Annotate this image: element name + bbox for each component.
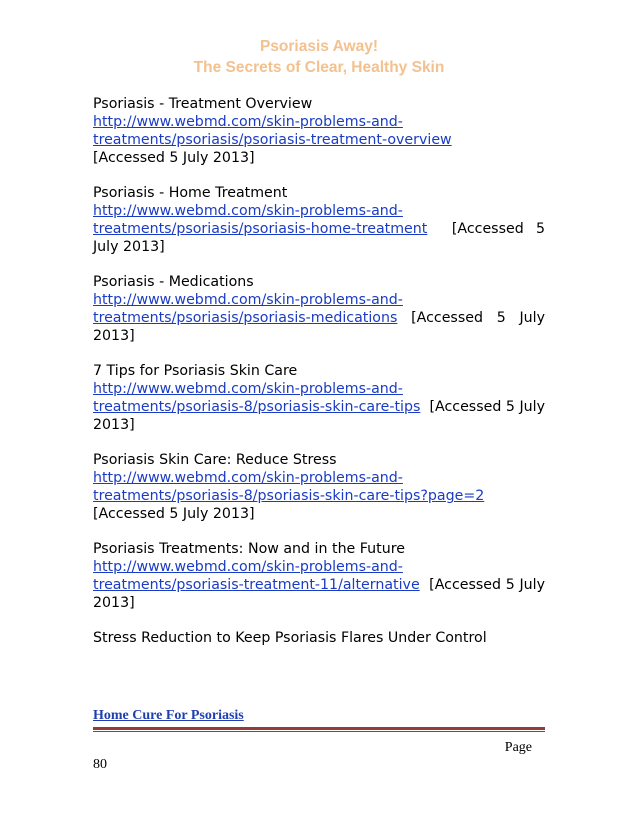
reference-link[interactable] xyxy=(93,559,420,593)
reference-title: Stress Reduction to Keep Psoriasis Flares Under Control xyxy=(93,630,487,646)
reference-title: Psoriasis - Medications xyxy=(93,274,254,290)
reference-url-part2: treatments/psoriasis/psoriasis-home-treatment xyxy=(93,221,428,237)
reference-url-part2: treatments/psoriasis-8/psoriasis-skin-care-tips?page=2 xyxy=(93,488,485,504)
reference-link-block xyxy=(93,380,545,434)
reference-link-block xyxy=(93,202,545,256)
reference-accessed: [Accessed 5 July 2013] xyxy=(93,310,545,344)
reference-link[interactable] xyxy=(93,292,403,326)
header-title: Psoriasis Away! xyxy=(259,38,379,55)
reference-accessed: [Accessed 5 July 2013] xyxy=(93,150,255,166)
reference-accessed: [Accessed 5 July 2013] xyxy=(93,506,255,522)
reference-item xyxy=(93,273,545,345)
reference-item xyxy=(93,451,545,523)
reference-item xyxy=(93,184,545,256)
reference-url-part1: http://www.webmd.com/skin-problems-and- xyxy=(93,203,403,219)
reference-url-part1: http://www.webmd.com/skin-problems-and- xyxy=(93,559,403,575)
reference-link-block xyxy=(93,113,545,167)
footer-rule-thin xyxy=(93,731,545,732)
reference-item xyxy=(93,95,545,167)
reference-link-block xyxy=(93,558,545,612)
reference-title: Psoriasis - Treatment Overview xyxy=(93,96,313,112)
reference-link-block xyxy=(93,291,545,345)
footer-title-link[interactable]: Home Cure For Psoriasis xyxy=(93,708,244,723)
footer-rule-thick xyxy=(93,727,545,730)
header-subtitle: The Secrets of Clear, Healthy Skin xyxy=(193,59,445,76)
reference-accessed: [Accessed 5 July 2013] xyxy=(93,577,545,611)
reference-url-part1: http://www.webmd.com/skin-problems-and- xyxy=(93,381,403,397)
reference-link-block xyxy=(93,469,545,523)
reference-url-part2: treatments/psoriasis/psoriasis-medications xyxy=(93,310,398,326)
reference-link[interactable] xyxy=(93,114,452,148)
reference-title: Psoriasis Skin Care: Reduce Stress xyxy=(93,452,337,468)
reference-url-part1: http://www.webmd.com/skin-problems-and- xyxy=(93,292,403,308)
reference-link[interactable] xyxy=(93,203,427,237)
reference-link[interactable] xyxy=(93,381,420,415)
reference-url-part1: http://www.webmd.com/skin-problems-and- xyxy=(93,470,403,486)
page-number: 80 xyxy=(93,757,107,772)
reference-url-part2: treatments/psoriasis/psoriasis-treatment-overview xyxy=(93,132,452,148)
reference-url-part2: treatments/psoriasis-8/psoriasis-skin-care-tips xyxy=(93,399,421,415)
reference-url-part1: http://www.webmd.com/skin-problems-and- xyxy=(93,114,403,130)
reference-title: Psoriasis Treatments: Now and in the Future xyxy=(93,541,405,557)
reference-link[interactable] xyxy=(93,470,484,504)
running-header xyxy=(0,36,638,78)
reference-accessed: [Accessed 5 July 2013] xyxy=(93,221,545,255)
reference-list xyxy=(93,95,545,664)
reference-accessed: [Accessed 5 July 2013] xyxy=(93,399,545,433)
reference-item xyxy=(93,362,545,434)
page-label: Page xyxy=(504,740,532,755)
reference-item xyxy=(93,629,545,647)
reference-title: Psoriasis - Home Treatment xyxy=(93,185,288,201)
reference-title: 7 Tips for Psoriasis Skin Care xyxy=(93,363,298,379)
reference-url-part2: treatments/psoriasis-treatment-11/alternative xyxy=(93,577,420,593)
reference-item xyxy=(93,540,545,612)
